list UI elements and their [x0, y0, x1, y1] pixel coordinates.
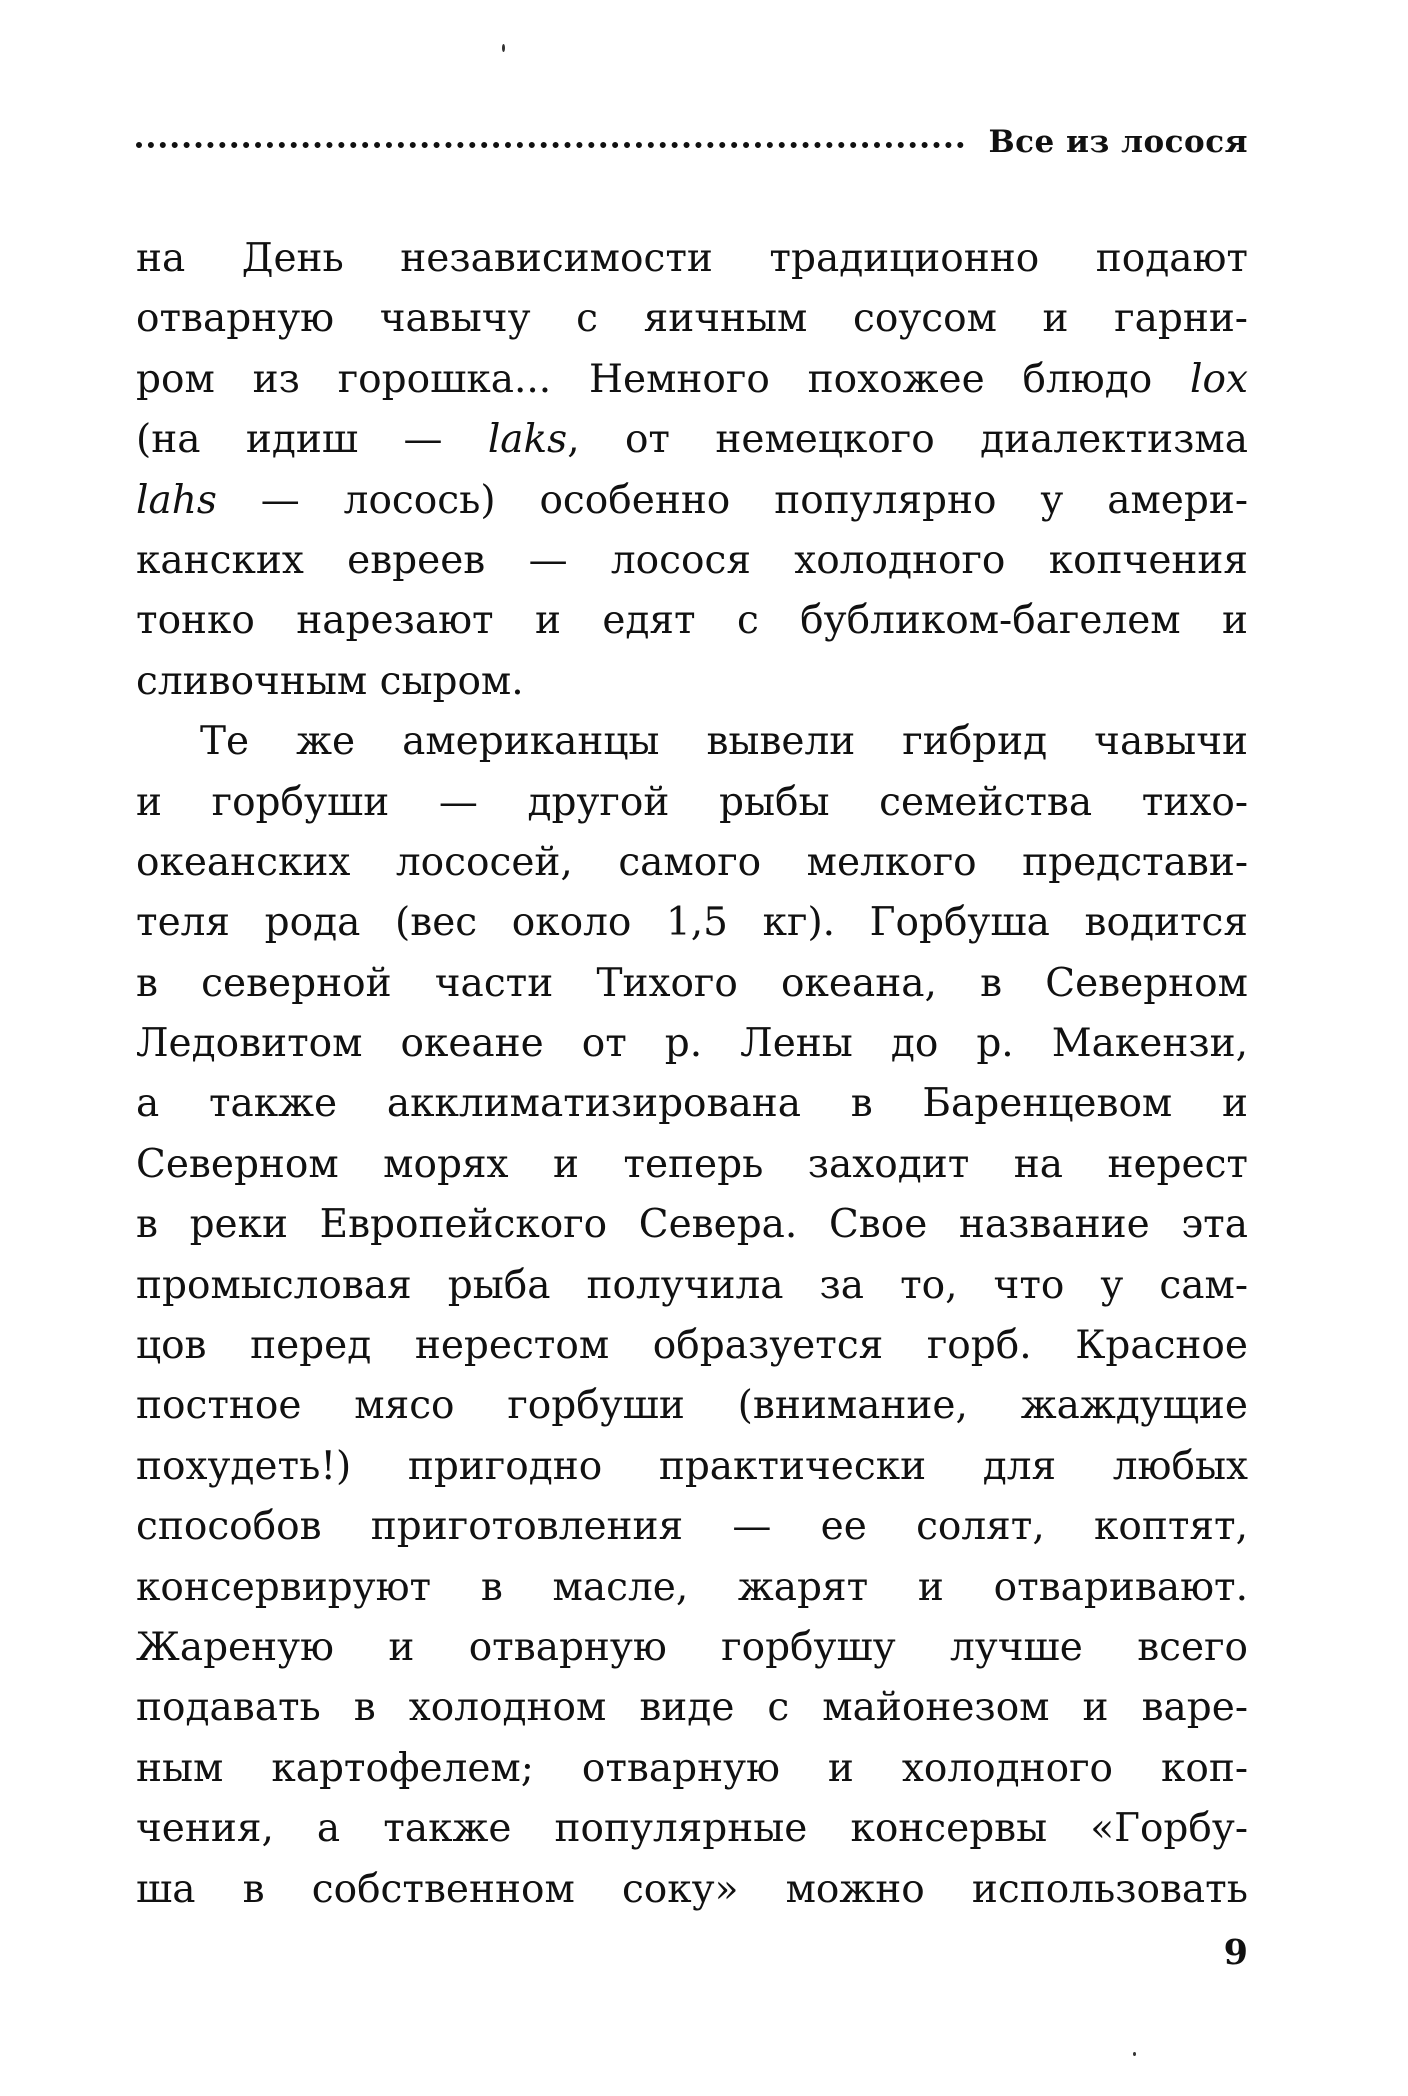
text-line: промысловая рыба получила за то, что у сам- — [136, 1262, 1248, 1308]
text-line: цов перед нерестом образуется горб. Красное — [136, 1323, 1248, 1369]
text-line: ша в собственном соку» можно использовать — [136, 1866, 1248, 1912]
running-header — [136, 118, 1248, 166]
running-header-title: Все из лосося — [988, 124, 1248, 160]
text-line: консервируют в масле, жарят и отваривают. — [136, 1564, 1248, 1610]
text-line: ром из горошка... Немного похожее блюдо lox — [136, 356, 1248, 402]
text-line: в реки Европейского Севера. Свое название эта — [136, 1202, 1248, 1248]
body-text — [136, 229, 1248, 1920]
italic-term: laks — [487, 417, 568, 463]
text-line: отварную чавычу с яичным соусом и гарни- — [136, 296, 1248, 342]
text-line: а также акклиматизирована в Баренцевом и — [136, 1081, 1248, 1127]
text-line: сливочным сыром. — [136, 658, 524, 704]
text-line: способов приготовления — ее солят, коптят, — [136, 1504, 1248, 1550]
header-dot-leader — [136, 142, 964, 148]
text-line: Ледовитом океане от р. Лены до р. Макензи, — [136, 1021, 1248, 1067]
text-line: lahs — лосось) особенно популярно у амери- — [136, 477, 1248, 523]
text-line: чения, а также популярные консервы «Горбу- — [136, 1806, 1248, 1852]
italic-term: lahs — [136, 477, 217, 523]
text-line: и горбуши — другой рыбы семейства тихо- — [136, 779, 1248, 825]
italic-term: lox — [1190, 356, 1248, 402]
text-line: в северной части Тихого океана, в Северном — [136, 960, 1248, 1006]
page-number: 9 — [1223, 1932, 1248, 1973]
scan-speck — [502, 44, 505, 52]
text-line: (на идиш — laks, от немецкого диалектизма — [136, 417, 1248, 463]
text-line: Те же американцы вывели гибрид чавычи — [200, 719, 1248, 765]
text-line: Жареную и отварную горбушу лучше всего — [136, 1624, 1248, 1670]
text-line: океанских лососей, самого мелкого представи- — [136, 839, 1248, 885]
text-line: постное мясо горбуши (внимание, жаждущие — [136, 1383, 1248, 1429]
text-line: похудеть!) пригодно практически для любых — [136, 1443, 1248, 1489]
text-line: Северном морях и теперь заходит на нерест — [136, 1141, 1248, 1187]
text-line: тонко нарезают и едят с бубликом-багелем и — [136, 598, 1248, 644]
text-line: ным картофелем; отварную и холодного коп- — [136, 1745, 1248, 1791]
text-line: канских евреев — лосося холодного копчения — [136, 537, 1248, 583]
text-line: подавать в холодном виде с майонезом и варе- — [136, 1685, 1248, 1731]
scan-speck — [1133, 2052, 1136, 2056]
text-line: на День независимости традиционно подают — [136, 236, 1248, 281]
text-line: теля рода (вес около 1,5 кг). Горбуша водится — [136, 900, 1248, 946]
